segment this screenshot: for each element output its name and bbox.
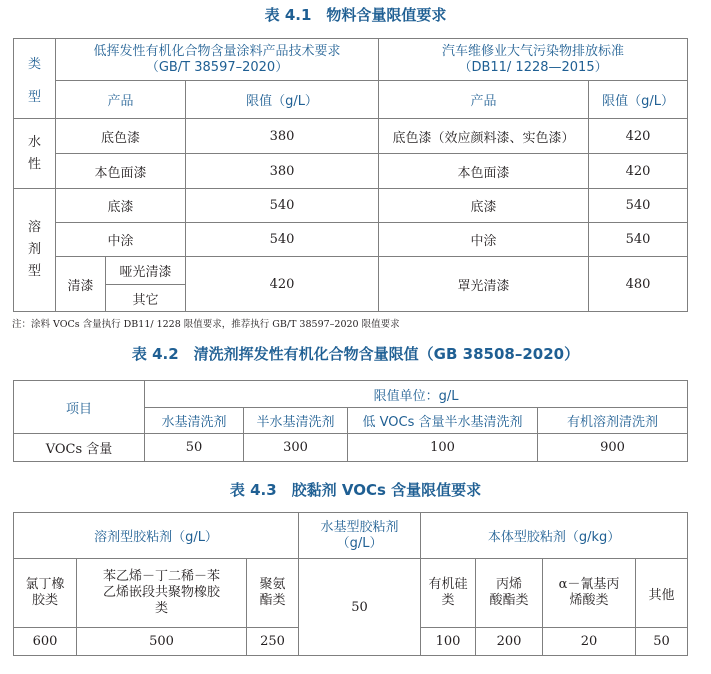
adhesive-type-line: α－氰基丙 (558, 577, 620, 593)
std2-clear-value: 480 (589, 257, 688, 312)
vocs-value: 300 (244, 434, 348, 462)
std1-header (56, 39, 379, 81)
adhesive-type (77, 559, 247, 627)
adhesive-type (543, 559, 636, 627)
cleaner-col-header: 半水基清洗剂 (244, 408, 348, 434)
std2-value: 540 (589, 189, 688, 223)
adhesive-value: 250 (247, 627, 299, 655)
std2-value: 420 (589, 119, 688, 154)
std1-value: 380 (186, 154, 379, 189)
adhesive-value: 100 (421, 627, 476, 655)
adhesive-type: 其他 (636, 559, 688, 627)
type-header-char: 类 (27, 56, 41, 72)
table1-title: 表 4.1 物料含量限值要求 (264, 6, 447, 24)
matte-clear-coat: 哑光清漆 (106, 257, 186, 285)
group-solvent-char: 剂 (27, 242, 41, 257)
std1-limit-header: 限值（g/L） (186, 81, 379, 119)
std1-product-header: 产品 (56, 81, 186, 119)
table2 (13, 380, 688, 462)
solvent-adhesive-header: 溶剂型胶粘剂（g/L） (14, 513, 299, 559)
table1 (13, 38, 688, 312)
adhesive-type-line: 苯乙烯－丁二稀－苯 (102, 569, 220, 585)
adhesive-type (247, 559, 299, 627)
std1-product: 本色面漆 (56, 154, 186, 189)
group-water-char: 性 (27, 156, 41, 172)
std1-name: 低挥发性有机化合物含量涂料产品技术要求 (93, 43, 341, 59)
adhesive-type (14, 559, 77, 627)
body-adhesive-header: 本体型胶粘剂（g/kg） (421, 513, 688, 559)
clear-coat-value: 420 (186, 257, 379, 312)
adhesive-value: 200 (476, 627, 543, 655)
table2-title: 表 4.2 清洗剂挥发性有机化合物含量限值（GB 38508–2020） (131, 345, 580, 363)
group-water (14, 119, 56, 189)
std2-product: 底色漆（效应颜料漆、实色漆） (379, 119, 589, 154)
group-solvent-char: 型 (27, 264, 41, 279)
adhesive-type-line: 聚氨 (259, 577, 286, 593)
table3-title: 表 4.3 胶黏剂 VOCs 含量限值要求 (229, 481, 482, 499)
water-adhesive-header-line: 水基型胶粘剂 (320, 519, 399, 535)
item-header: 项目 (14, 381, 145, 434)
std1-value: 380 (186, 119, 379, 154)
vocs-row-label: VOCs 含量 (14, 434, 145, 462)
std2-name: 汽车维修业大气污染物排放标准 (442, 43, 625, 59)
adhesive-type (476, 559, 543, 627)
vocs-value: 50 (145, 434, 244, 462)
std1-code: （GB/T 38597–2020） (145, 59, 289, 75)
adhesive-value: 600 (14, 627, 77, 655)
adhesive-value: 500 (77, 627, 247, 655)
std1-product: 底色漆 (56, 119, 186, 154)
cleaner-col-header: 水基清洗剂 (145, 408, 244, 434)
adhesive-type-line: 类 (441, 593, 455, 609)
std2-header (379, 39, 688, 81)
adhesive-type-line: 丙烯 (496, 577, 523, 593)
vocs-value: 100 (348, 434, 538, 462)
adhesive-type-line: 有机硅 (428, 577, 468, 593)
adhesive-type-line: 乙烯嵌段共聚物橡胶 (102, 585, 220, 601)
cleaner-col-header: 低 VOCs 含量半水基清洗剂 (348, 408, 538, 434)
unit-header: 限值单位：g/L (145, 381, 688, 408)
std1-value: 540 (186, 223, 379, 257)
adhesive-type-line: 烯酸类 (569, 593, 609, 609)
std2-limit-header: 限值（g/L） (589, 81, 688, 119)
water-adhesive-header-line: （g/L） (336, 535, 383, 551)
adhesive-value: 50 (636, 627, 688, 655)
cleaner-col-header: 有机溶剂清洗剂 (538, 408, 688, 434)
std1-product: 底漆 (56, 189, 186, 223)
type-header-char: 型 (27, 89, 41, 105)
std2-product: 底漆 (379, 189, 589, 223)
table3 (13, 512, 688, 656)
std2-product: 本色面漆 (379, 154, 589, 189)
adhesive-type-line: 胶类 (31, 593, 58, 609)
other-clear-coat: 其它 (106, 285, 186, 312)
std1-product: 中涂 (56, 223, 186, 257)
table1-note: 注：涂料 VOCs 含量执行 DB11/ 1228 限值要求，推荐执行 GB/T 38597–2020 限值要求 (12, 319, 400, 330)
adhesive-type-line: 酯类 (259, 593, 286, 609)
vocs-value: 900 (538, 434, 688, 462)
group-solvent (14, 189, 56, 312)
std2-clear-product: 罩光清漆 (379, 257, 589, 312)
std2-value: 420 (589, 154, 688, 189)
std1-value: 540 (186, 189, 379, 223)
water-adhesive-header (299, 513, 421, 559)
group-water-char: 水 (27, 134, 41, 150)
group-solvent-char: 溶 (27, 220, 41, 235)
std2-product: 中涂 (379, 223, 589, 257)
clear-coat-label: 清漆 (56, 257, 106, 312)
adhesive-value: 20 (543, 627, 636, 655)
std2-product-header: 产品 (379, 81, 589, 119)
std2-value: 540 (589, 223, 688, 257)
adhesive-type-line: 氯丁橡 (25, 577, 65, 593)
adhesive-type (421, 559, 476, 627)
adhesive-type-line: 类 (154, 601, 168, 617)
std2-code: （DB11/ 1228—2015） (458, 59, 608, 75)
adhesive-type-line: 酸酯类 (489, 593, 529, 609)
water-adhesive-value: 50 (299, 559, 421, 656)
type-header (14, 39, 56, 119)
